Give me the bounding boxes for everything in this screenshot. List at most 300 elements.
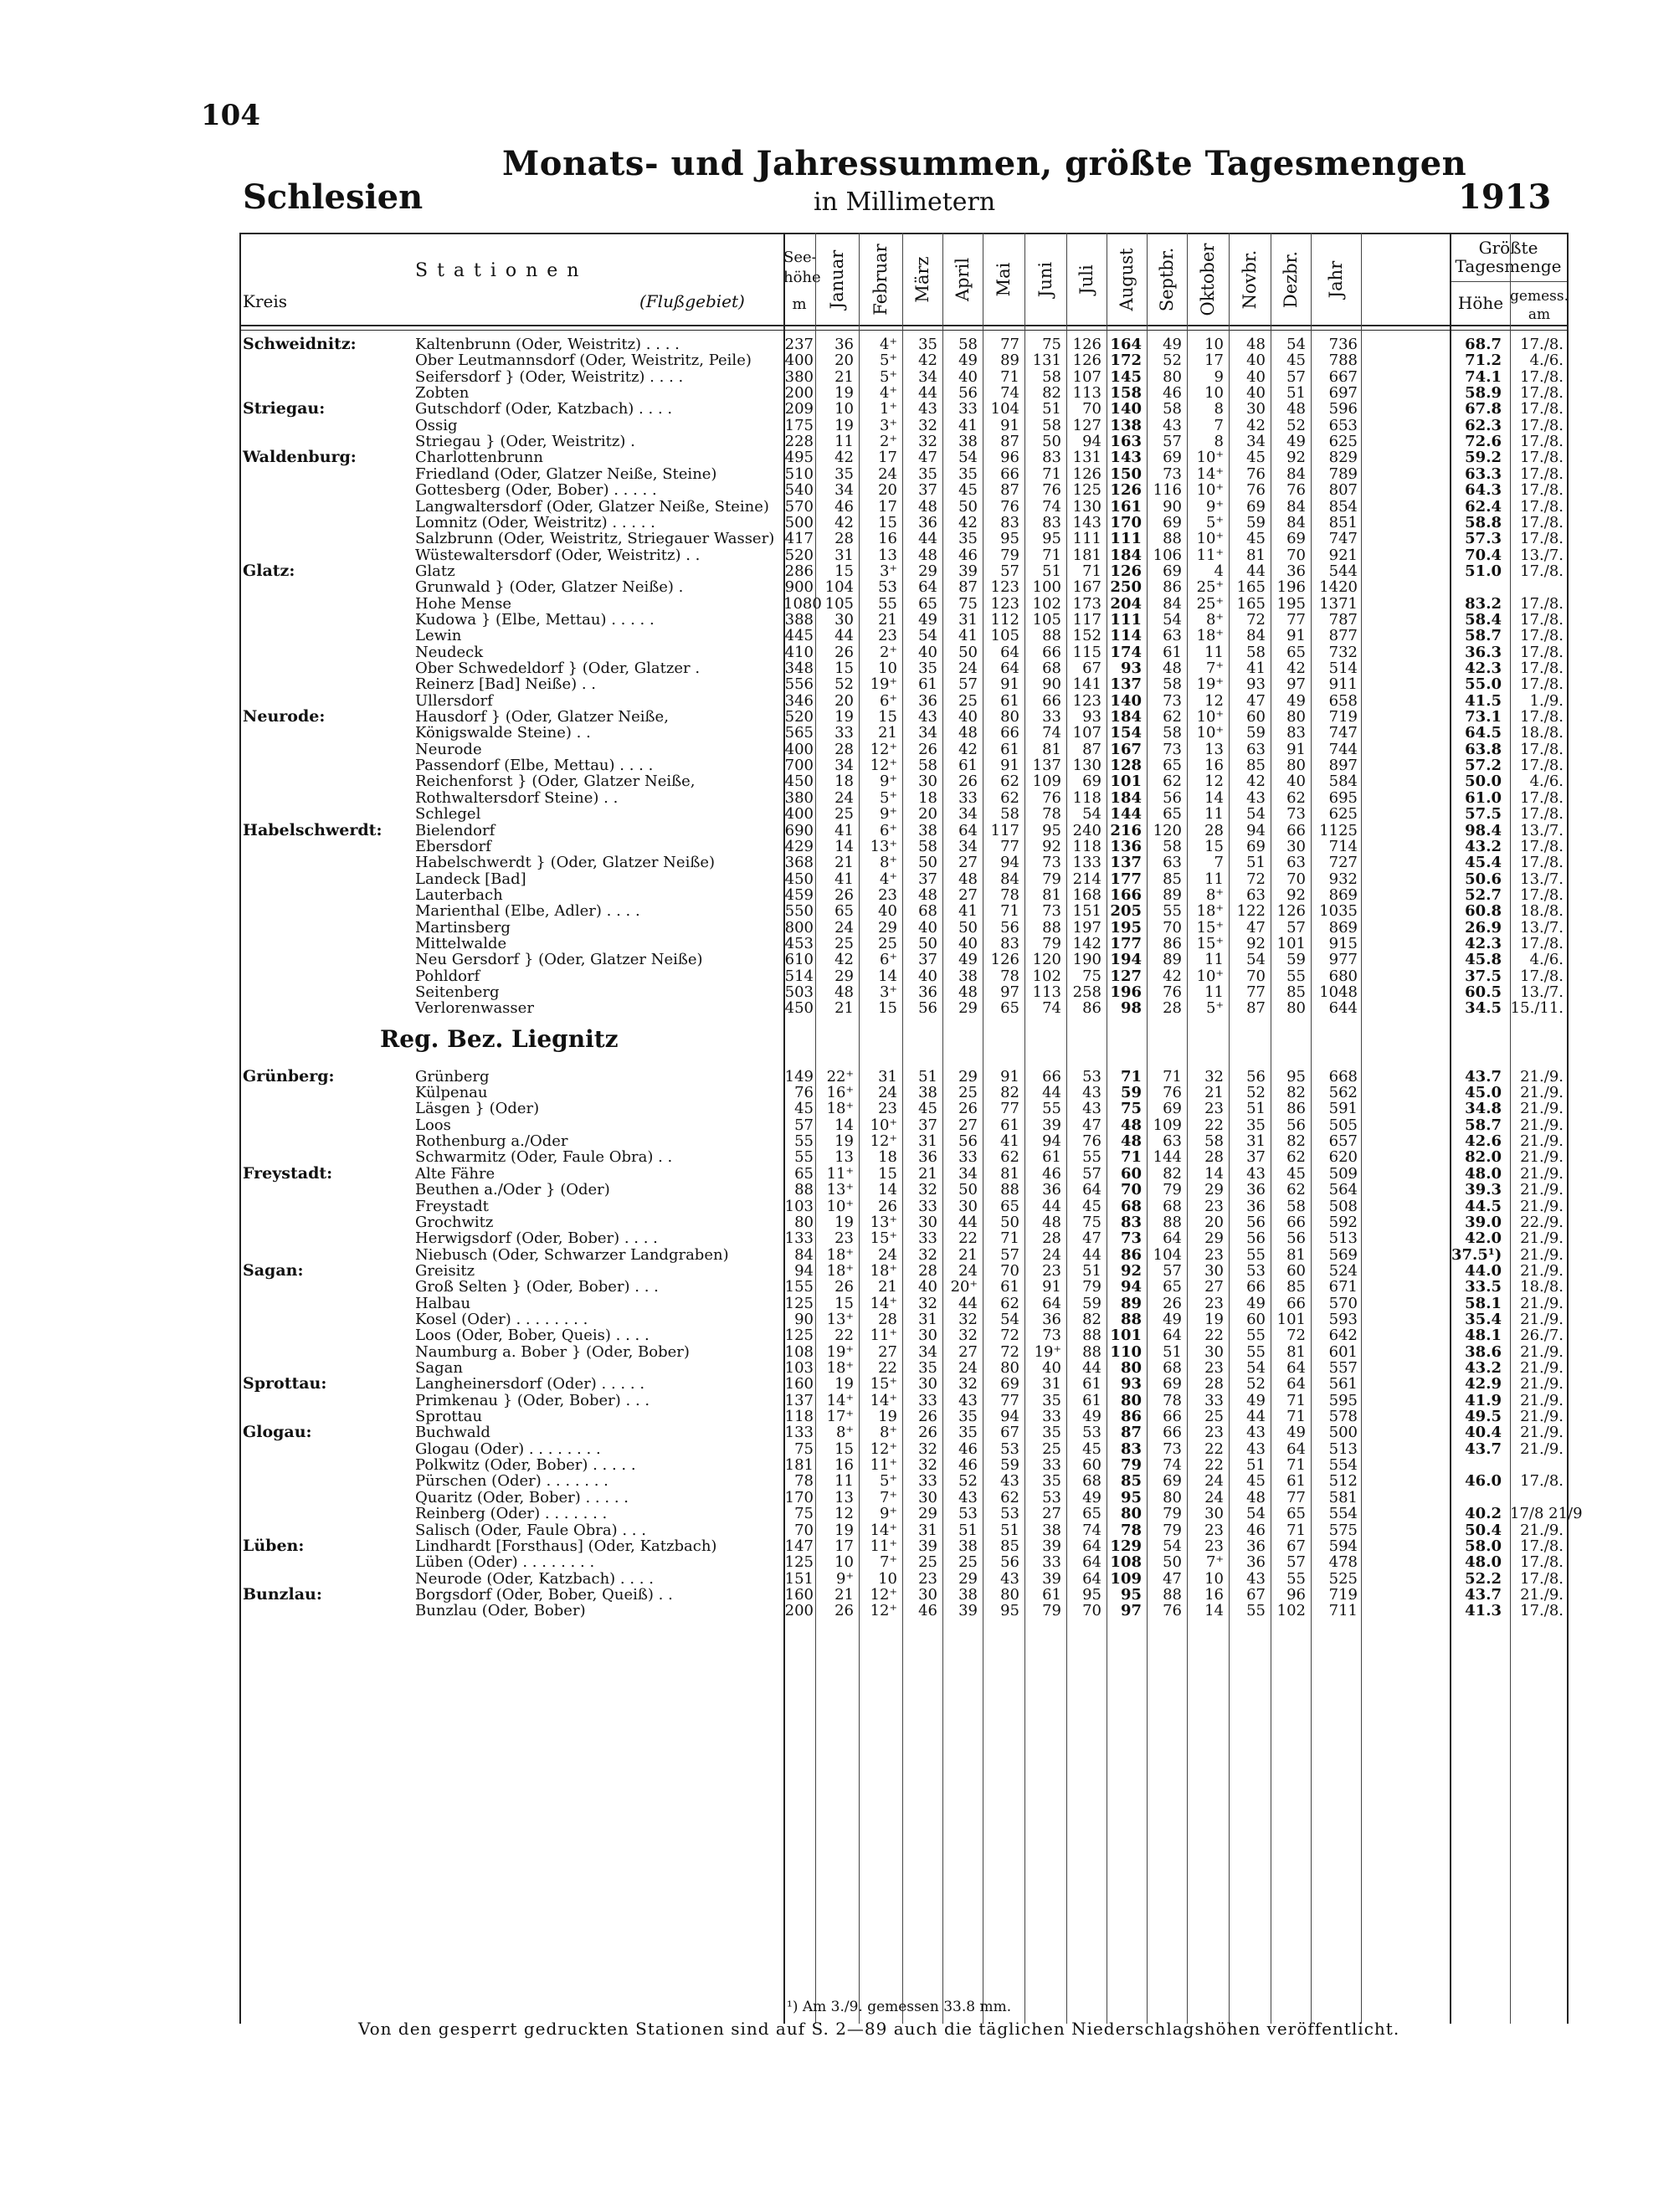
month-value: 8 [1214,433,1224,451]
station-name: Ebersdorf [415,837,491,855]
month-value: 4 [1214,562,1224,580]
month-value: 45 [1246,1472,1266,1491]
month-value: 168 [1072,885,1101,904]
month-value: 73 [1163,1440,1182,1458]
max-value: 41.9 [1465,1391,1502,1409]
month-value: 13⁺ [870,1213,897,1231]
seehoehe-cell: 400 [784,352,814,370]
month-value: 53 [1082,1067,1101,1085]
month-value: 50 [1000,1213,1019,1231]
month-value: 41 [958,902,978,921]
month-value: 51 [1042,562,1061,580]
table-row [239,952,1569,967]
station-name: Langheinersdorf (Oder) . . . . . [415,1375,645,1393]
table-row [239,1182,1569,1198]
month-value: 84 [1000,870,1019,888]
month-value: 52 [1246,1084,1266,1102]
station-name: Borgsdorf (Oder, Bober, Queiß) . . [415,1585,673,1604]
max-date: 21./9. [1520,1116,1564,1134]
jahr-value: 562 [1328,1084,1358,1102]
month-value: 22 [1204,1116,1224,1134]
month-value: 43 [918,708,937,726]
month-value: 23 [1204,1197,1224,1215]
station-name: Lomnitz (Oder, Weistritz) . . . . . [415,513,655,531]
month-value: 71 [1082,562,1101,580]
month-value: 126 [1072,336,1101,353]
month-value: 28 [1204,821,1224,839]
max-date: 21./9. [1520,1067,1564,1085]
seehoehe-cell: 453 [784,934,814,952]
month-header-1: Februar [870,244,891,316]
month-value: 44 [1042,1197,1061,1215]
jahr-value: 869 [1328,885,1358,904]
max-date: 21./9. [1520,1084,1564,1102]
table-row [239,1101,1569,1116]
seehoehe-cell: 510 [784,464,814,483]
table-row [239,1214,1569,1230]
month-value: 61 [958,757,978,775]
month-value: 17 [878,449,897,467]
month-value: 23 [1204,1294,1224,1312]
month-value: 197 [1072,918,1101,937]
month-value: 34 [1246,433,1266,451]
month-value: 96 [1286,1585,1306,1604]
month-value: 61 [1000,740,1019,758]
month-value: 7 [1214,854,1224,872]
month-value: 11 [834,1472,854,1491]
month-value: 4⁺ [880,384,897,403]
table-row [239,725,1569,741]
month-value: 88 [1163,1585,1182,1604]
month-value: 26 [834,1602,854,1620]
kreis-cell: Sprottau: [243,1374,327,1393]
month-value: 79 [1042,934,1061,952]
month-value: 28 [1204,1375,1224,1393]
month-value: 32 [918,1294,937,1312]
month-value: 22 [958,1229,978,1248]
month-value: 50 [918,854,937,872]
month-value: 14⁺ [826,1391,854,1409]
station-name: Neu Gersdorf } (Oder, Glatzer Neiße) [415,951,703,969]
month-value: 26 [834,1278,854,1296]
month-value: 20 [834,691,854,710]
max-value: 70.4 [1465,546,1502,564]
month-value: 71 [1120,1148,1142,1167]
month-value: 86 [1163,578,1182,597]
month-value: 43 [1000,1472,1019,1491]
month-value: 44 [1082,1245,1101,1264]
station-name: Reinerz [Bad] Neiße) . . [415,675,597,694]
month-value: 16 [1204,1585,1224,1604]
month-value: 73 [1042,902,1061,921]
station-name: Grunwald } (Oder, Glatzer Neiße) . [415,578,684,597]
month-value: 48 [918,497,937,516]
jahr-value: 601 [1328,1342,1358,1361]
table-row [239,369,1569,385]
month-value: 79 [1163,1181,1182,1199]
max-value: 38.6 [1465,1342,1502,1361]
month-value: 52 [1163,352,1182,370]
month-value: 115 [1072,643,1101,661]
month-value: 19⁺ [870,675,897,694]
table-row [239,1296,1569,1311]
table-row [239,1117,1569,1133]
seehoehe-cell: 108 [784,1342,814,1361]
month-value: 14 [878,967,897,985]
seehoehe-cell: 125 [784,1553,814,1572]
month-value: 3⁺ [880,416,897,434]
month-value: 73 [1163,464,1182,483]
month-value: 54 [1000,1310,1019,1328]
month-value: 33 [1042,708,1061,726]
month-value: 97 [1000,983,1019,1001]
seehoehe-cell: 380 [784,788,814,807]
seehoehe-cell: 690 [784,821,814,839]
month-value: 38 [958,1537,978,1555]
kreis-cell: Sagan: [243,1260,304,1280]
max-date: 22./9. [1520,1213,1564,1231]
month-value: 137 [1110,854,1142,872]
max-date: 17./8. [1520,610,1564,629]
station-name: Ossig [415,416,458,434]
month-value: 19 [834,1375,854,1393]
station-name: Passendorf (Elbe, Mettau) . . . . [415,757,654,775]
month-value: 12⁺ [870,1132,897,1151]
month-value: 51 [1246,1100,1266,1118]
month-value: 74 [1042,724,1061,742]
seehoehe-cell: 500 [784,513,814,531]
max-date: 17./8. [1520,336,1564,353]
month-value: 94 [1000,854,1019,872]
month-value: 88 [1000,1181,1019,1199]
table-row [239,1584,1569,1604]
table-row [239,449,1569,465]
month-value: 29 [958,999,978,1018]
station-name: Lindhardt [Forsthaus] (Oder, Katzbach) [415,1537,717,1555]
month-value: 30 [918,1488,937,1506]
month-value: 88 [1120,1310,1142,1328]
section-title: Reg. Bez. Liegnitz [380,1024,619,1053]
table-row [239,1163,1569,1183]
month-value: 33 [1042,1456,1061,1475]
month-value: 49 [1286,1424,1306,1442]
month-value: 49 [1246,1391,1266,1409]
month-value: 15 [834,1440,854,1458]
month-value: 58 [1000,805,1019,824]
station-name: Langwaltersdorf (Oder, Glatzer Neiße, Steine) [415,497,769,516]
max-value: 42.3 [1465,659,1502,677]
month-value: 70 [1082,400,1101,418]
month-value: 14⁺ [870,1294,897,1312]
seehoehe-cell: 55 [794,1132,814,1151]
month-value: 70 [1246,967,1266,985]
month-value: 16 [834,1456,854,1475]
jahr-value: 788 [1328,352,1358,370]
month-value: 13 [834,1148,854,1167]
month-value: 126 [1072,352,1101,370]
month-value: 76 [1163,1602,1182,1620]
month-value: 40 [1246,384,1266,403]
month-value: 167 [1110,740,1142,758]
month-value: 126 [1072,464,1101,483]
month-value: 41 [958,627,978,645]
month-value: 54 [1246,1359,1266,1377]
month-value: 98 [1120,999,1142,1018]
station-name: Lauterbach [415,885,503,904]
month-value: 20 [834,352,854,370]
month-value: 53 [1042,1488,1061,1506]
month-value: 18⁺ [1196,902,1224,921]
table-row [239,1393,1569,1409]
jahr-value: 869 [1328,918,1358,937]
month-value: 10⁺ [1196,449,1224,467]
max-date: 21./9. [1520,1197,1564,1215]
month-value: 39 [1042,1537,1061,1555]
max-date: 17./8. [1520,740,1564,758]
month-value: 38 [918,821,937,839]
jahr-value: 653 [1328,416,1358,434]
month-value: 91 [1000,416,1019,434]
month-value: 48 [918,885,937,904]
table-row [239,1538,1569,1554]
month-value: 62 [1286,1181,1306,1199]
month-value: 61 [1000,691,1019,710]
max-value: 57.5 [1465,805,1502,824]
month-value: 50 [1163,1553,1182,1572]
max-value: 57.2 [1465,757,1502,775]
max-date: 21./9. [1520,1100,1564,1118]
month-value: 11 [1204,805,1224,824]
month-value: 62 [1000,1294,1019,1312]
kreis-cell: Striegau: [243,399,326,418]
month-value: 39 [918,1537,937,1555]
month-value: 68 [1163,1359,1182,1377]
month-value: 17 [1204,352,1224,370]
seehoehe-cell: 514 [784,967,814,985]
month-value: 137 [1032,757,1061,775]
month-value: 196 [1276,578,1306,597]
month-value: 184 [1110,788,1142,807]
month-value: 26 [918,740,937,758]
max-value: 57.3 [1465,530,1502,548]
max-date: 13./7. [1520,870,1564,888]
seehoehe-cell: 94 [794,1261,814,1280]
month-value: 78 [1042,805,1061,824]
month-value: 25⁺ [1196,594,1224,613]
month-value: 39 [958,562,978,580]
month-value: 194 [1110,951,1142,969]
header-am: am [1528,306,1551,323]
month-value: 91 [1000,1067,1019,1085]
max-date: 21./9. [1520,1408,1564,1426]
month-value: 97 [1120,1602,1142,1620]
jahr-value: 667 [1328,367,1358,386]
month-value: 30 [834,610,854,629]
footer-note: Von den gesperrt gedruckten Stationen sind auf S. 2—89 auch die täglichen Niederschlagshöhen veröffentlicht. [358,2019,1400,2039]
month-value: 71 [1120,1067,1142,1085]
jahr-value: 592 [1328,1213,1358,1231]
month-value: 14 [834,1116,854,1134]
month-value: 37 [918,870,937,888]
month-value: 144 [1153,1148,1182,1167]
month-value: 5⁺ [1206,999,1224,1018]
jahr-value: 1048 [1319,983,1358,1001]
month-value: 49 [958,951,978,969]
jahr-value: 594 [1328,1537,1358,1555]
month-value: 19 [834,384,854,403]
month-value: 57 [1286,1553,1306,1572]
month-value: 19 [1204,1310,1224,1328]
seehoehe-cell: 209 [784,400,814,418]
station-name: Charlottenbrunn [415,449,543,467]
max-date: 17./8. [1520,643,1564,661]
month-value: 76 [1082,1132,1101,1151]
month-value: 32 [958,1327,978,1345]
month-value: 80 [1163,367,1182,386]
month-value: 54 [1246,951,1266,969]
month-value: 26 [834,885,854,904]
table-row [239,1441,1569,1457]
month-value: 101 [1276,1310,1306,1328]
jahr-value: 714 [1328,837,1358,855]
station-name: Kaltenbrunn (Oder, Weistritz) . . . . [415,336,680,353]
station-name: Zobten [415,384,470,403]
month-value: 91 [1042,1278,1061,1296]
month-value: 40 [958,367,978,386]
max-value: 55.0 [1465,675,1502,694]
station-name: Primkenau } (Oder, Bober) . . . [415,1391,650,1409]
month-value: 44 [918,530,937,548]
month-value: 41 [1000,1132,1019,1151]
month-value: 74 [1082,1521,1101,1539]
month-value: 18⁺ [870,1261,897,1280]
month-value: 20 [878,481,897,500]
max-date: 17./8. [1520,1472,1564,1491]
month-value: 104 [824,578,854,597]
month-value: 45 [918,1100,937,1118]
month-value: 18⁺ [826,1245,854,1264]
month-value: 87 [1000,433,1019,451]
month-value: 71 [1163,1067,1182,1085]
max-value: 73.1 [1465,708,1502,726]
max-value: 43.7 [1465,1585,1502,1604]
header-stationen: S t a t i o n e n [415,260,581,281]
jahr-value: 581 [1328,1488,1358,1506]
month-value: 48 [1042,1213,1061,1231]
month-value: 27 [1042,1505,1061,1523]
month-value: 35 [1246,1116,1266,1134]
station-name: Grünberg [415,1067,490,1085]
month-value: 94 [1120,1278,1142,1296]
month-value: 32 [918,1440,937,1458]
month-value: 45 [1082,1440,1101,1458]
jahr-value: 524 [1328,1261,1358,1280]
seehoehe-cell: 495 [784,449,814,467]
month-value: 136 [1110,837,1142,855]
month-value: 60 [1246,1310,1266,1328]
month-value: 27 [958,885,978,904]
month-value: 64 [958,821,978,839]
month-value: 83 [1042,513,1061,531]
max-value: 72.6 [1465,433,1502,451]
month-value: 88 [1163,530,1182,548]
month-value: 111 [1072,530,1101,548]
month-value: 15⁺ [870,1375,897,1393]
jahr-value: 644 [1328,999,1358,1018]
month-value: 12 [834,1505,854,1523]
month-value: 85 [1163,870,1182,888]
month-value: 51 [1000,1521,1019,1539]
month-value: 123 [1072,691,1101,710]
seehoehe-cell: 286 [784,562,814,580]
seehoehe-cell: 200 [784,384,814,403]
month-header-9: Oktober [1198,243,1218,316]
month-value: 40 [918,1278,937,1296]
max-value: 34.8 [1465,1100,1502,1118]
month-value: 93 [1120,1375,1142,1393]
month-value: 69 [1163,513,1182,531]
month-value: 79 [1120,1456,1142,1475]
month-value: 19⁺ [1196,675,1224,694]
table-top-rule [239,233,1569,234]
month-value: 56 [1246,1067,1266,1085]
seehoehe-cell: 65 [794,1164,814,1183]
month-value: 36 [1246,1181,1266,1199]
month-value: 21 [834,1585,854,1604]
month-value: 77 [1000,1100,1019,1118]
station-name: Pürschen (Oder) . . . . . . . [415,1472,608,1491]
table-row [239,418,1569,434]
kreis-cell: Bunzlau: [243,1584,322,1604]
seehoehe-cell: 181 [784,1456,814,1475]
month-value: 43 [958,1391,978,1409]
page-subtitle: in Millimetern [814,187,996,217]
jahr-value: 595 [1328,1391,1358,1409]
seehoehe-cell: 400 [784,740,814,758]
max-value: 68.7 [1465,336,1502,353]
month-value: 93 [1246,675,1266,694]
jahr-value: 807 [1328,481,1358,500]
month-value: 24 [958,1359,978,1377]
month-value: 10 [1204,336,1224,353]
month-value: 13⁺ [870,837,897,855]
month-value: 38 [958,433,978,451]
month-value: 31 [918,1132,937,1151]
max-value: 59.2 [1465,449,1502,467]
month-value: 40 [1042,1359,1061,1377]
month-value: 86 [1163,934,1182,952]
month-value: 52 [1286,416,1306,434]
month-value: 62 [1000,772,1019,791]
seehoehe-cell: 417 [784,530,814,548]
month-value: 5⁺ [880,367,897,386]
station-name: Halbau [415,1294,471,1312]
max-date: 17./8. [1520,659,1564,677]
month-value: 31 [1246,1132,1266,1151]
station-name: Reinberg (Oder) . . . . . . . [415,1505,608,1523]
month-value: 34 [958,1164,978,1183]
month-value: 29 [1204,1229,1224,1248]
month-value: 7⁺ [1206,1553,1224,1572]
month-value: 94 [1246,821,1266,839]
max-date: 21./9. [1520,1342,1564,1361]
month-value: 92 [1120,1261,1142,1280]
month-value: 65 [1163,805,1182,824]
table-row [239,820,1569,839]
month-value: 28 [834,530,854,548]
table-row [239,1066,1569,1085]
month-value: 62 [1286,788,1306,807]
